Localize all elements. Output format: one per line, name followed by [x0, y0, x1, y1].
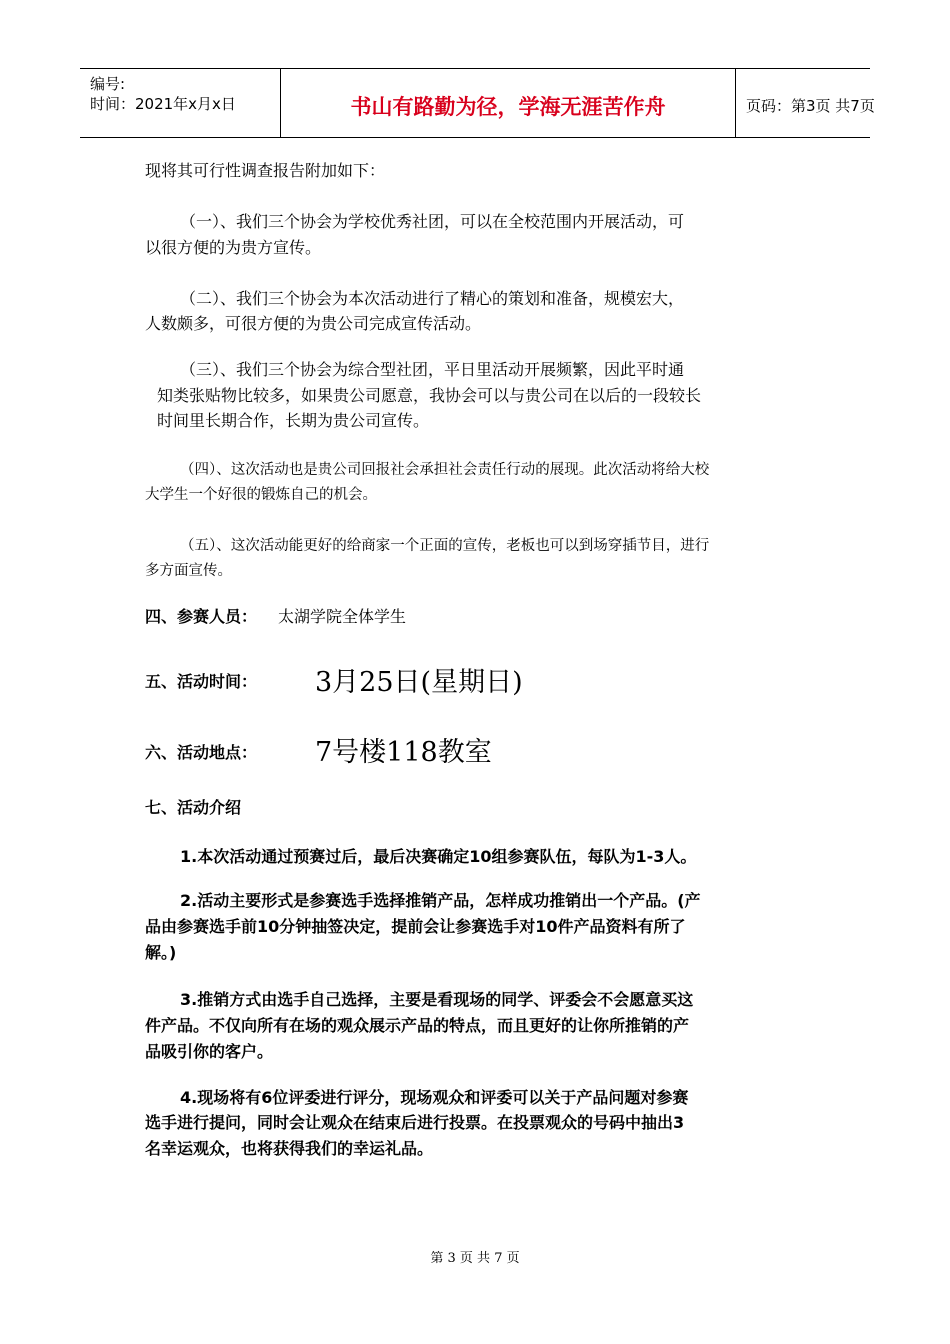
para-3-line-2: 知类张贴物比较多，如果贵公司愿意，我协会可以与贵公司在以后的一段较长 — [157, 386, 702, 405]
para-4-line-1: （四）、这次活动也是贵公司回报社会承担社会责任行动的展现。此次活动将给大校 — [180, 462, 710, 478]
header-table — [80, 68, 875, 138]
para-2-line-1: （二）、我们三个协会为本次活动进行了精心的策划和准备，规模宏大， — [180, 289, 685, 308]
item-2-line-2: 品由参赛选手前10分钟抽签决定，提前会让参赛选手对10件产品资料有所了 — [145, 917, 686, 936]
section-5-value: 3月25日(星期日) — [315, 667, 523, 698]
section-4-value: 太湖学院全体学生 — [278, 607, 407, 626]
para-1-line-1: （一）、我们三个协会为学校优秀社团，可以在全校范围内开展活动，可 — [180, 212, 685, 231]
item-4-line-3: 名幸运观众，也将获得我们的幸运礼品。 — [145, 1139, 434, 1158]
item-3-line-3: 品吸引你的客户。 — [145, 1042, 274, 1061]
para-1-line-2: 以很方便的为贵方宣传。 — [145, 238, 322, 257]
section-4-label: 四、参赛人员： — [145, 607, 258, 626]
footer-page-number: 第 3 页 共 7 页 — [430, 1251, 520, 1266]
item-4-line-1: 4.现场将有6位评委进行评分，现场观众和评委可以关于产品问题对参赛 — [180, 1088, 689, 1107]
section-6-value: 7号楼118教室 — [315, 737, 492, 768]
item-2-line-1: 2.活动主要形式是参赛选手选择推销产品，怎样成功推销出一个产品。(产 — [180, 891, 701, 910]
item-4-line-2: 选手进行提问，同时会让观众在结束后进行投票。在投票观众的号码中抽出3 — [145, 1113, 685, 1132]
header-right-cell — [736, 69, 875, 137]
para-3-line-1: （三）、我们三个协会为综合型社团，平日里活动开展频繁，因此平时通 — [180, 360, 685, 379]
section-7-label: 七、活动介绍 — [145, 798, 242, 817]
item-3-line-1: 3.推销方式由选手自己选择，主要是看现场的同学、评委会不会愿意买这 — [180, 990, 694, 1009]
para-3-line-3: 时间里长期合作，长期为贵公司宣传。 — [157, 411, 430, 430]
section-5-label: 五、活动时间： — [145, 672, 258, 691]
header-page-info: 页码：第3页 共7页 — [746, 97, 875, 115]
document-date: 时间：2021年x月x日 — [90, 95, 236, 113]
intro-line: 现将其可行性调查报告附加如下： — [145, 161, 386, 180]
para-5-line-1: （五）、这次活动能更好的给商家一个正面的宣传，老板也可以到场穿插节目，进行 — [180, 538, 710, 554]
para-4-line-2: 大学生一个好很的锻炼自己的机会。 — [145, 487, 377, 503]
section-6-label: 六、活动地点： — [145, 743, 258, 762]
para-5-line-2: 多方面宣传。 — [145, 563, 232, 579]
para-2-line-2: 人数颇多，可很方便的为贵公司完成宣传活动。 — [145, 314, 482, 333]
header-center-cell — [280, 69, 736, 137]
document-number-label: 编号: — [90, 75, 126, 93]
item-3-line-2: 件产品。不仅向所有在场的观众展示产品的特点，而且更好的让你所推销的产 — [145, 1016, 690, 1035]
item-1-line-1: 1.本次活动通过预赛过后，最后决赛确定10组参赛队伍，每队为1-3人。 — [180, 847, 697, 866]
header-left-cell — [80, 69, 280, 137]
header-motto: 书山有路勤为径，学海无涯苦作舟 — [350, 95, 666, 119]
item-2-line-3: 解。) — [145, 943, 177, 962]
